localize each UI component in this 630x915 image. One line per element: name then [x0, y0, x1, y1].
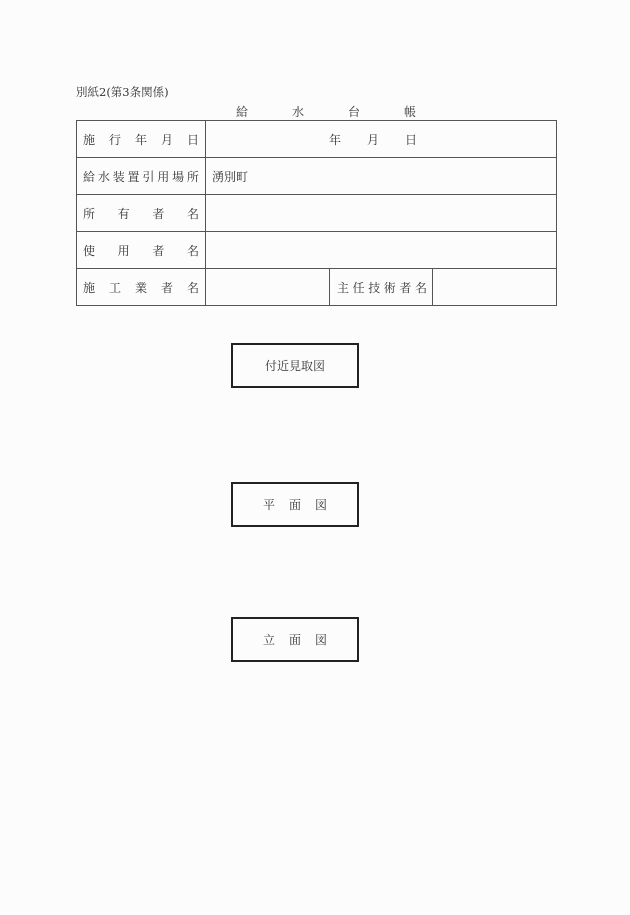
plan-view-char: 平	[262, 498, 275, 512]
label-char: 者	[160, 280, 173, 295]
vicinity-map-box	[231, 343, 359, 388]
label-char: 使	[83, 243, 96, 258]
label-char: 主	[337, 280, 350, 295]
elevation-view-box	[231, 617, 359, 662]
label-char: 者	[152, 243, 165, 258]
label-char: 名	[186, 280, 199, 295]
table-row-user-name	[77, 232, 557, 269]
label-char: 行	[108, 132, 121, 147]
table-row-supply-location	[77, 158, 557, 195]
label-char: 施	[83, 280, 96, 295]
contractor-name-field[interactable]	[206, 269, 330, 306]
title-char: 帳	[403, 105, 416, 119]
label-construction-date	[77, 121, 206, 158]
label-char: 者	[152, 206, 165, 221]
label-char: 年	[134, 132, 147, 147]
day-label: 日	[405, 132, 418, 147]
vicinity-map-label: 付近見取図	[264, 359, 325, 373]
table-row-contractor	[77, 269, 557, 306]
label-char: 工	[108, 280, 121, 295]
label-char: 所	[186, 169, 199, 184]
label-char: 術	[383, 280, 396, 295]
title-char: 給	[236, 105, 249, 119]
title-char: 台	[347, 105, 360, 119]
supply-location-field[interactable]: 湧別町	[206, 158, 557, 195]
plan-view-char: 面	[288, 498, 301, 512]
label-char: 名	[186, 206, 199, 221]
table-row-owner-name	[77, 195, 557, 232]
elevation-view-char: 図	[315, 633, 328, 647]
plan-view-char: 図	[315, 498, 328, 512]
label-contractor-name	[77, 269, 206, 306]
label-char: 月	[160, 132, 173, 147]
user-name-field[interactable]	[206, 232, 557, 269]
label-char: 施	[83, 132, 96, 147]
label-char: 用	[117, 243, 130, 258]
label-char: 引	[142, 169, 155, 184]
label-char: 技	[368, 280, 381, 295]
page-label: 別紙2(第3条関係)	[76, 85, 169, 99]
label-char: 置	[127, 169, 140, 184]
elevation-view-char: 立	[262, 633, 275, 647]
construction-date-field[interactable]	[206, 121, 557, 158]
label-user-name	[77, 232, 206, 269]
label-supply-location	[77, 158, 206, 195]
label-owner-name	[77, 195, 206, 232]
year-label: 年	[329, 132, 342, 147]
label-char: 任	[352, 280, 365, 295]
label-char: 給	[83, 169, 96, 184]
water-supply-ledger-table	[76, 120, 557, 306]
owner-name-field[interactable]	[206, 195, 557, 232]
label-char: 有	[117, 206, 130, 221]
label-char: 用	[157, 169, 170, 184]
title-char: 水	[291, 105, 304, 119]
plan-view-box	[231, 482, 359, 527]
label-char: 場	[172, 169, 185, 184]
label-char: 業	[134, 280, 147, 295]
elevation-view-char: 面	[288, 633, 301, 647]
chief-engineer-name-field[interactable]	[433, 269, 557, 306]
label-char: 名	[186, 243, 199, 258]
label-char: 者	[399, 280, 412, 295]
label-char: 所	[83, 206, 96, 221]
label-chief-engineer-name	[330, 269, 433, 306]
label-char: 装	[112, 169, 125, 184]
label-char: 水	[97, 169, 110, 184]
table-row-construction-date	[77, 121, 557, 158]
month-label: 月	[367, 132, 380, 147]
label-char: 日	[186, 132, 199, 147]
label-char: 名	[414, 280, 427, 295]
document-title	[236, 103, 416, 120]
